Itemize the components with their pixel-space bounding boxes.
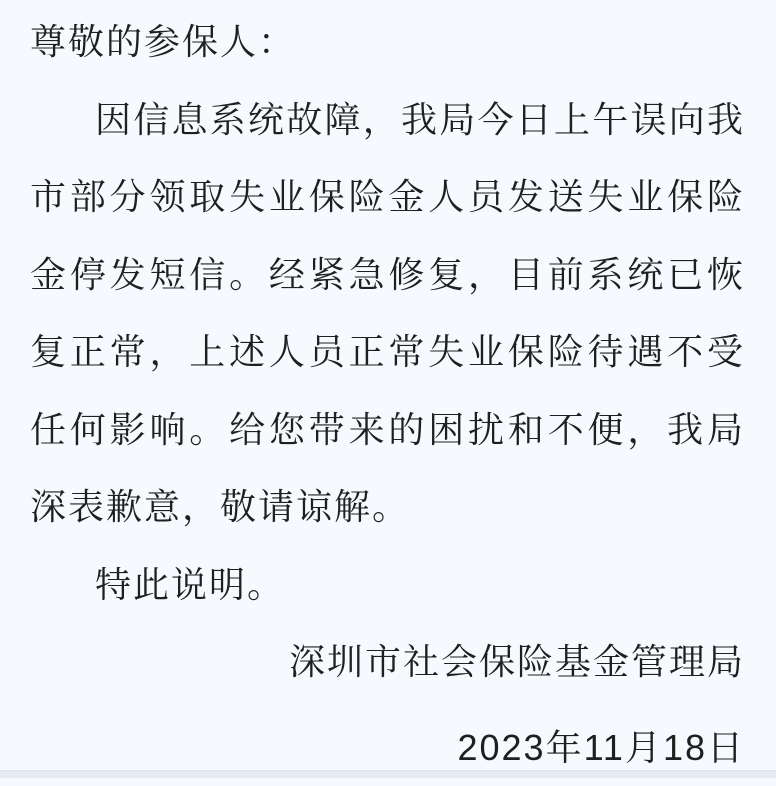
issuer-signature: 深圳市社会保险基金管理局 — [30, 623, 745, 701]
closing-statement: 特此说明。 — [30, 546, 745, 624]
notice-body-paragraph: 因信息系统故障，我局今日上午误向我市部分领取失业保险金人员发送失业保险金停发短信。经紧急修复，目前系统已恢复正常，上述人员正常失业保险待遇不受任何影响。给您带来的困扰和不便，我局深表歉意，敬请谅解。 — [30, 81, 745, 546]
salutation: 尊敬的参保人： — [30, 3, 745, 81]
issue-date: 2023年11月18日 — [30, 709, 745, 786]
bottom-edge-divider — [0, 770, 776, 778]
